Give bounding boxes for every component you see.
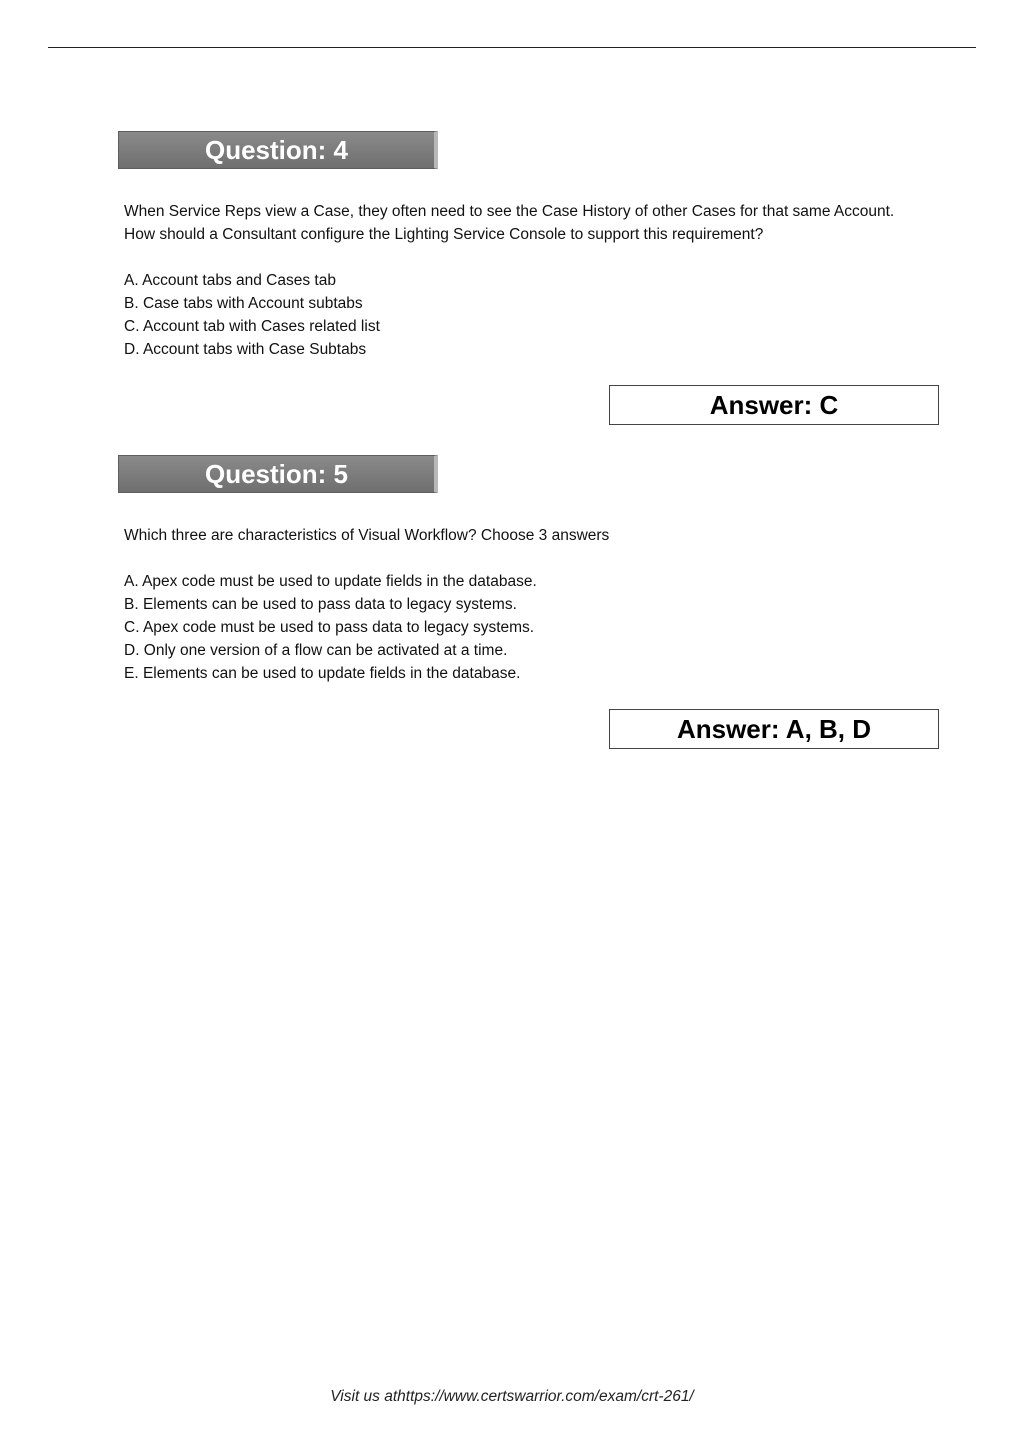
question-4-answer: Answer: C <box>609 385 939 425</box>
footer-visit-link[interactable]: Visit us athttps://www.certswarrior.com/exam/crt-261/ <box>330 1388 694 1405</box>
option-c: C. Account tab with Cases related list <box>124 318 380 335</box>
option-a: A. Account tabs and Cases tab <box>124 272 336 289</box>
question-4-body <box>124 200 924 361</box>
option-d: D. Account tabs with Case Subtabs <box>124 341 367 358</box>
option-b: B. Elements can be used to pass data to legacy systems. <box>124 596 517 613</box>
question-5-options <box>124 570 924 685</box>
question-4-options <box>124 269 924 361</box>
option-a: A. Apex code must be used to update fields in the database. <box>124 573 537 590</box>
option-e: E. Elements can be used to update fields in the database. <box>124 665 521 682</box>
question-4-header: Question: 4 <box>118 131 438 169</box>
option-d: D. Only one version of a flow can be activated at a time. <box>124 642 508 659</box>
question-5-body <box>124 524 924 685</box>
top-divider <box>48 47 976 48</box>
question-5-prompt: Which three are characteristics of Visual Workflow? Choose 3 answers <box>124 527 610 544</box>
question-5-header: Question: 5 <box>118 455 438 493</box>
option-c: C. Apex code must be used to pass data to legacy systems. <box>124 619 535 636</box>
question-5-answer: Answer: A, B, D <box>609 709 939 749</box>
option-b: B. Case tabs with Account subtabs <box>124 295 363 312</box>
question-4-prompt: When Service Reps view a Case, they often need to see the Case History of other Cases for that same Account. How should a Consultant configure the Lighting Service Console to support this requirement? <box>124 203 895 243</box>
